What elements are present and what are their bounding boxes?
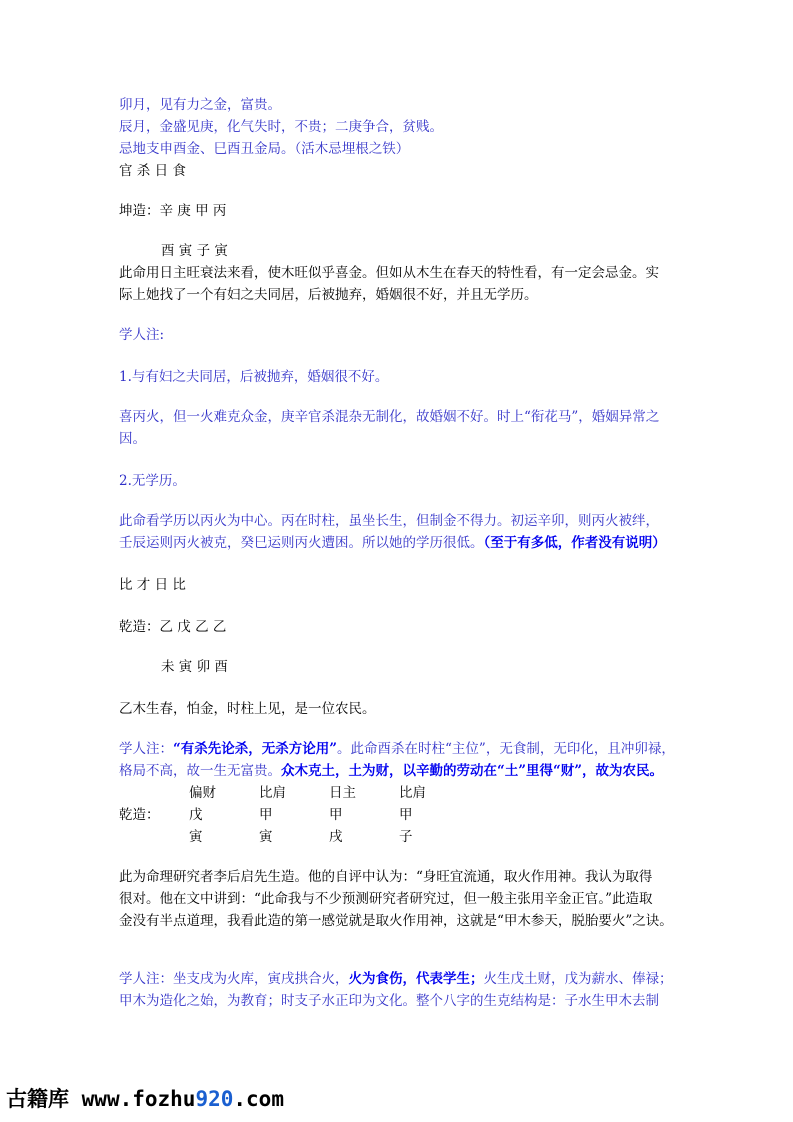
bold-comment: （至于有多低，作者没有说明） <box>483 535 666 551</box>
note-point: 2.无学历。 <box>119 473 186 489</box>
bold-comment: 众木克土，土为财，以辛勤的劳动在“土”里得“财”，故为农民。 <box>281 763 664 779</box>
text-span: 。此命酉杀在时柱“主位”，无食制，无印化，且冲卯禄， <box>337 741 675 757</box>
chart-label: 乾造： <box>119 807 160 823</box>
chart-stem: 甲 <box>259 807 273 823</box>
bazi-stems-row: 乾造：乙 戊 乙 乙 <box>119 619 227 635</box>
text-line: 金没有半点道理，我看此造的第一感觉就是取火作用神，这就是“甲木参天，脱胎要火”之诀。 <box>119 913 673 929</box>
chart-header: 日主 <box>329 785 356 801</box>
text-line: 际上她找了一个有妇之夫同居，后被抛弃，婚姻很不好，并且无学历。 <box>119 287 538 303</box>
text-line: 喜丙火，但一火难克众金，庚辛官杀混杂无制化，故婚姻不好。时上“衔花马”，婚姻异常之 <box>119 409 660 425</box>
watermark-url-suffix: .com <box>233 1087 284 1111</box>
note-point: 1.与有妇之夫同居，后被抛弃，婚姻很不好。 <box>119 369 389 385</box>
text-span: 格局不高，故一生无富贵。 <box>119 763 281 779</box>
chart-branch: 子 <box>399 829 413 845</box>
text-line: 辰月，金盛见庚，化气失时，不贵；二庚争合，贫贱。 <box>119 119 443 135</box>
bazi-stems-row: 坤造：辛 庚 甲 丙 <box>119 203 227 219</box>
text-line: 卯月，见有力之金，富贵。 <box>119 97 281 113</box>
bazi-branches-row: 酉 寅 子 寅 <box>161 243 228 259</box>
chart-branch: 寅 <box>189 829 203 845</box>
site-watermark <box>6 1085 284 1113</box>
text-line: 很对。他在文中讲到：“此命我与不少预测研究者研究过，但一般主张用辛金正官。”此造取 <box>119 891 653 907</box>
chart-header: 偏财 <box>189 785 216 801</box>
bold-comment: “有杀先论杀，无杀方论用” <box>173 741 338 757</box>
text-line: 忌地支申酉金、巳酉丑金局。（活木忌埋根之铁） <box>119 141 410 157</box>
bazi-branches-row: 未 寅 卯 酉 <box>161 659 228 675</box>
watermark-url-prefix: www.fozhu <box>81 1087 196 1111</box>
text-line: 此为命理研究者李后启先生造。他的自评中认为：“身旺宜流通，取火作用神。我认为取得 <box>119 869 653 885</box>
text-line: 甲木为造化之始，为教育；时支子水正印为文化。整个八字的生克结构是：子水生甲木去制 <box>119 993 659 1009</box>
chart-header: 比肩 <box>259 785 286 801</box>
watermark-brand: 古籍库 <box>6 1087 69 1111</box>
chart-stem: 甲 <box>399 807 413 823</box>
text-span: 壬辰运则丙火被克，癸巳运则丙火遭困。所以她的学历很低。 <box>119 535 484 551</box>
text-line: 此命看学历以丙火为中心。丙在时柱，虽坐长生，但制金不得力。初运辛卯，则丙火被绊， <box>119 513 659 529</box>
bold-comment: 火为食伤，代表学生； <box>348 971 484 987</box>
chart-branch: 寅 <box>259 829 273 845</box>
text-line <box>119 533 666 553</box>
text-span: 学人注：坐支戌为火库，寅戌拱合火， <box>119 971 349 987</box>
text-line: 乙木生春，怕金，时柱上见，是一位农民。 <box>119 701 376 717</box>
chart-stem: 戊 <box>189 807 203 823</box>
note-heading: 学人注: <box>119 327 165 343</box>
text-line: 因。 <box>119 431 146 447</box>
text-line: 此命用日主旺衰法来看，使木旺似乎喜金。但如从木生在春天的特性看，有一定会忌金。实 <box>119 265 659 281</box>
ten-gods-row: 官 杀 日 食 <box>119 163 186 179</box>
text-line <box>119 739 675 759</box>
ten-gods-row: 比 才 日 比 <box>119 577 186 593</box>
text-line <box>119 969 673 989</box>
chart-stem: 甲 <box>329 807 343 823</box>
text-span: 火生戊土财，戊为薪水、俸禄； <box>483 971 673 987</box>
chart-branch: 戌 <box>329 829 343 845</box>
chart-header: 比肩 <box>399 785 426 801</box>
watermark-url-number: 920 <box>195 1087 234 1111</box>
text-line <box>119 761 663 781</box>
text-span: 学人注： <box>119 741 173 757</box>
